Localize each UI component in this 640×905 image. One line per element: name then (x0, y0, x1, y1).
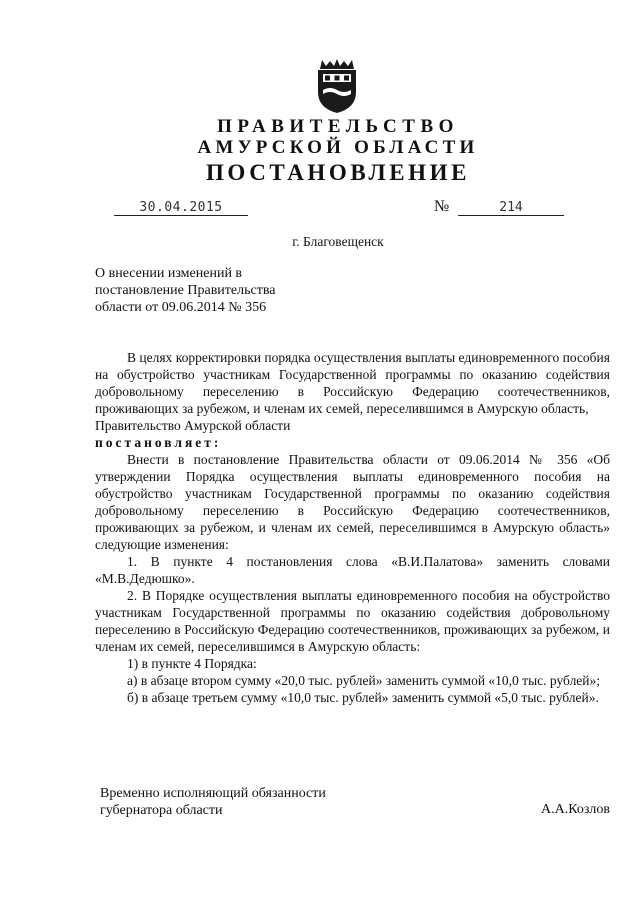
item-1-paragraph: 1. В пункте 4 постановления слова «В.И.Палатова» заменить словами «М.В.Дедюшко». (95, 554, 610, 586)
item-2-paragraph: 2. В Порядке осуществления выплаты единовременного пособия на обустройство участникам Государственной программы по оказанию содействия добровольному переселению в Российскую Федерацию соотечественников, проживающих за рубежом, и членам их семей, переселившимся в Амурскую область: (95, 588, 610, 654)
position-line: Временно исполняющий обязанности (100, 786, 326, 801)
number-label: № (434, 198, 450, 215)
document-subject (95, 265, 335, 316)
position-line: губернатора области (100, 803, 223, 818)
preamble-end: Правительство Амурской области (95, 418, 291, 433)
document-date: 30.04.2015 (114, 200, 248, 216)
preamble-paragraph: В целях корректировки порядка осуществления выплаты единовременного пособия на обустройство участникам Государственной программы по оказанию содействия добровольному переселению в Российскую Федерацию соотечественников, проживающих за рубежом, и членам их семей, переселившимся в Амурскую область, (95, 350, 610, 416)
signatory-name: А.А.Козлов (541, 802, 610, 817)
item-2-1-a-paragraph: а) в абзаце втором сумму «20,0 тыс. рублей» заменить суммой «10,0 тыс. рублей»; (127, 673, 601, 688)
government-title: ПРАВИТЕЛЬСТВО (217, 116, 459, 137)
document-type-title: ПОСТАНОВЛЕНИЕ (205, 160, 471, 185)
subject-line: постановление Правительства (95, 283, 276, 298)
intro-paragraph: Внести в постановление Правительства области от 09.06.2014 № 356 «Об утверждении Порядка осуществления выплаты единовременного пособия на обустройство участникам Государственной программы по оказанию содействия добровольному переселению в Российскую Федерацию соотечественников, проживающих за рубежом, и членам их семей, переселившимся в Амурскую область» следующие изменения: (95, 452, 610, 552)
document-body (95, 349, 610, 706)
signatory-position (100, 785, 400, 819)
item-2-1-b-paragraph: б) в абзаце третьем сумму «10,0 тыс. рублей» заменить суммой «5,0 тыс. рублей». (127, 690, 599, 705)
subject-line: области от 09.06.2014 № 356 (95, 300, 267, 315)
city-line: г. Благовещенск (292, 234, 384, 249)
subject-line: О внесении изменений в (95, 266, 243, 281)
region-title: АМУРСКОЙ ОБЛАСТИ (197, 137, 479, 158)
item-2-1-paragraph: 1) в пункте 4 Порядка: (127, 656, 257, 671)
amur-coat-of-arms-icon (314, 56, 360, 114)
resolves-heading: постановляет: (95, 435, 222, 450)
document-number: 214 (458, 200, 564, 216)
